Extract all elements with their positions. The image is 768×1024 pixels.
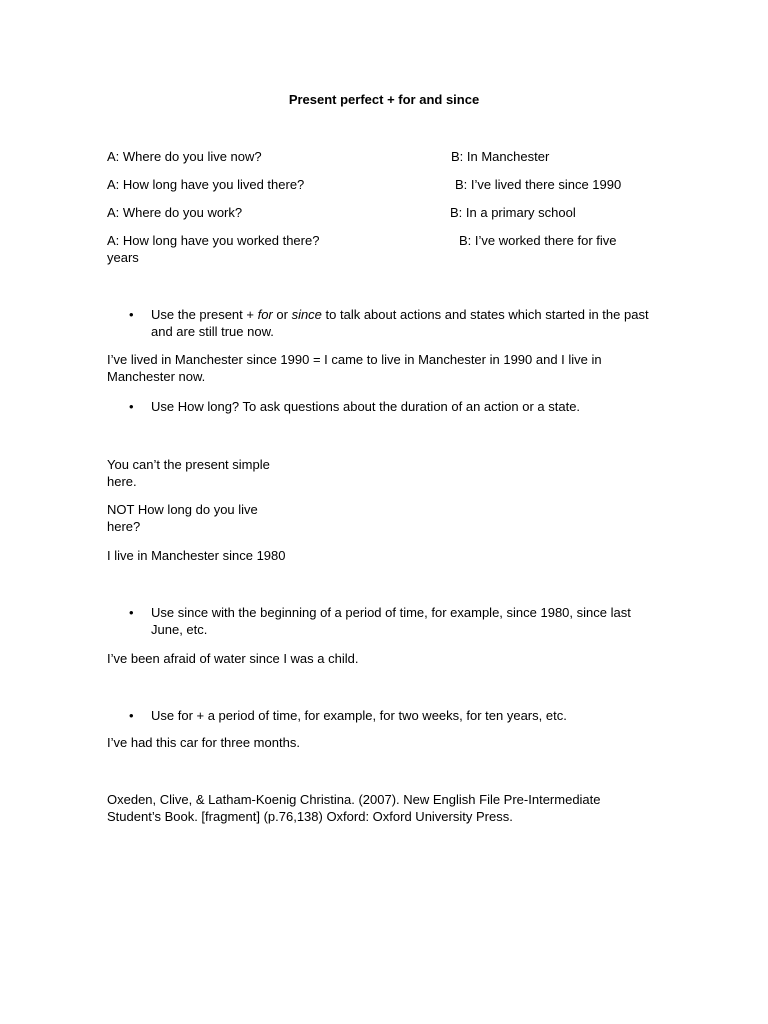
bullet-marker: •: [129, 307, 134, 322]
bullet-1-text: [151, 306, 671, 340]
note-1: You can’t the present simple here.: [107, 457, 270, 489]
bullet-1-since: since: [291, 307, 322, 322]
dialogue-a-4: A: How long have you worked there?: [107, 233, 320, 248]
dialogue-a-1: A: Where do you live now?: [107, 149, 262, 164]
note-3: I live in Manchester since 1980: [107, 548, 286, 563]
page-title: Present perfect + for and since: [288, 92, 480, 107]
bullet-4-text: Use for + a period of time, for example, for two weeks, for ten years, etc.: [151, 708, 567, 723]
example-4: I’ve had this car for three months.: [107, 735, 300, 750]
reference-citation: Oxeden, Clive, & Latham-Koenig Christina. (2007). New English File Pre-Intermediate Student’s Book. [fragment] (p.76,138) Oxford: Oxford University Press.: [107, 792, 601, 824]
note-2: NOT How long do you live here?: [107, 502, 258, 534]
bullet-marker: •: [129, 605, 134, 620]
bullet-1-after: to talk about actions and states which started in the past and are still true now.: [151, 307, 649, 339]
dialogue-b-1: B: In Manchester: [451, 149, 550, 164]
dialogue-a-3: A: Where do you work?: [107, 205, 243, 220]
bullet-1-before: Use the present +: [151, 307, 258, 322]
bullet-marker: •: [129, 399, 134, 414]
dialogue-b-3: B: In a primary school: [450, 205, 576, 220]
bullet-2-text: Use How long? To ask questions about the duration of an action or a state.: [151, 399, 581, 414]
dialogue-a-2: A: How long have you lived there?: [107, 177, 305, 192]
example-3: I’ve been afraid of water since I was a child.: [107, 651, 359, 666]
dialogue-b-2: B: I’ve lived there since 1990: [455, 177, 622, 192]
example-1: I’ve lived in Manchester since 1990 = I came to live in Manchester in 1990 and I live in Manchester now.: [107, 352, 602, 384]
bullet-marker: •: [129, 708, 134, 723]
bullet-1-for: for: [257, 307, 273, 322]
dialogue-b-4-continued: years: [107, 250, 139, 265]
bullet-3-text: Use since with the beginning of a period of time, for example, since 1980, since last June, etc.: [151, 605, 631, 637]
dialogue-b-4: B: I’ve worked there for five: [459, 233, 617, 248]
bullet-1-or: or: [272, 307, 292, 322]
